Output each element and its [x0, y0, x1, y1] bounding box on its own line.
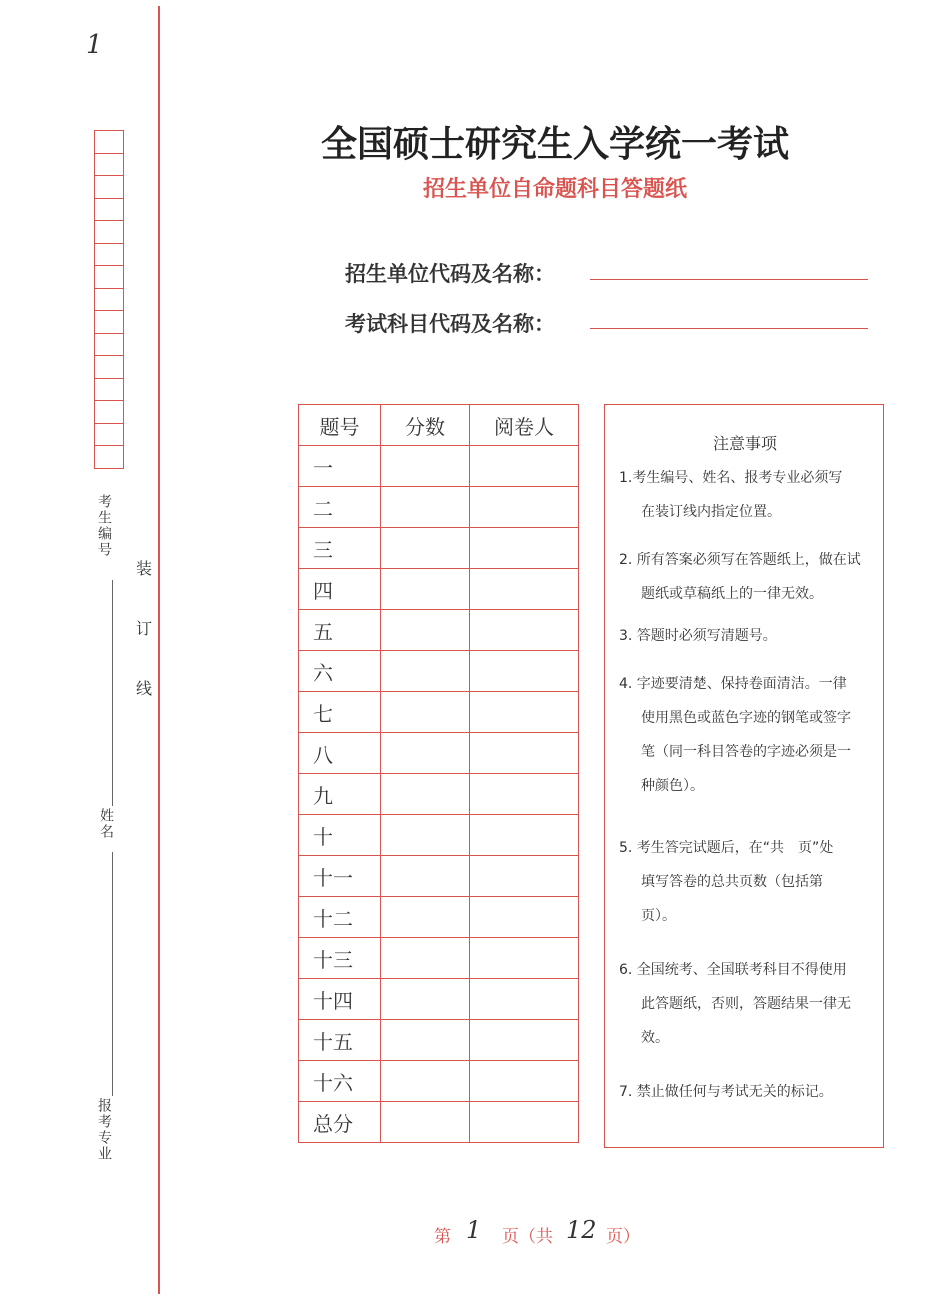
note-line: 5. 考生答完试题后，在“共 页”处: [619, 840, 834, 856]
table-row: [299, 528, 579, 569]
question-number: 八: [299, 733, 381, 774]
question-number: 十五: [299, 1020, 381, 1061]
grader-cell[interactable]: [470, 487, 579, 528]
notes-box: [604, 404, 884, 1148]
note-line: 页）。: [641, 908, 676, 924]
note-line: 效。: [641, 1030, 669, 1046]
digit-box[interactable]: [94, 355, 124, 378]
digit-box[interactable]: [94, 378, 124, 401]
table-row: [299, 897, 579, 938]
grader-cell[interactable]: [470, 1102, 579, 1143]
grader-cell[interactable]: [470, 897, 579, 938]
grader-cell[interactable]: [470, 938, 579, 979]
name-label: 姓名: [98, 808, 114, 840]
exam-number-label: 考生编号: [96, 494, 112, 558]
table-row: [299, 569, 579, 610]
question-number: 十三: [299, 938, 381, 979]
note-line: 填写答卷的总共页数（包括第: [641, 874, 823, 890]
grader-cell[interactable]: [470, 1020, 579, 1061]
note-item: [619, 667, 877, 803]
grader-cell[interactable]: [470, 569, 579, 610]
question-number: 十六: [299, 1061, 381, 1102]
digit-box[interactable]: [94, 288, 124, 311]
page-subtitle: 招生单位自命题科目答题纸: [422, 177, 687, 202]
score-cell[interactable]: [381, 569, 470, 610]
note-item: [619, 953, 877, 1055]
footer-page-number: 1: [466, 1216, 482, 1244]
score-cell[interactable]: [381, 528, 470, 569]
column-header: 题号: [299, 405, 381, 446]
notes-title: 注意事项: [712, 434, 777, 453]
digit-box[interactable]: [94, 445, 124, 469]
note-line: 6. 全国统考、全国联考科目不得使用: [619, 962, 847, 978]
question-number: 七: [299, 692, 381, 733]
grader-cell[interactable]: [470, 979, 579, 1020]
note-line: 题纸或草稿纸上的一律无效。: [641, 586, 823, 602]
question-number: 十: [299, 815, 381, 856]
grader-cell[interactable]: [470, 774, 579, 815]
digit-box[interactable]: [94, 220, 124, 243]
table-row: [299, 1061, 579, 1102]
table-row: [299, 815, 579, 856]
score-cell[interactable]: [381, 1061, 470, 1102]
footer-di: 第: [434, 1227, 451, 1247]
footer-total-pages: 12: [566, 1216, 597, 1244]
question-number: 五: [299, 610, 381, 651]
score-cell[interactable]: [381, 979, 470, 1020]
footer-ye-end: 页）: [606, 1227, 640, 1247]
note-line: 7. 禁止做任何与考试无关的标记。: [619, 1084, 833, 1100]
note-line: 3. 答题时必须写清题号。: [619, 628, 777, 644]
table-row: [299, 774, 579, 815]
total-label: 总分: [299, 1102, 381, 1143]
table-row: [299, 651, 579, 692]
note-item: [619, 543, 877, 611]
digit-box[interactable]: [94, 423, 124, 446]
note-line: 4. 字迹要清楚、保持卷面清洁。一律: [619, 676, 847, 692]
grader-cell[interactable]: [470, 1061, 579, 1102]
digit-box[interactable]: [94, 243, 124, 266]
note-line: 在装订线内指定位置。: [641, 504, 781, 520]
digit-box[interactable]: [94, 310, 124, 333]
institution-input-line[interactable]: [590, 279, 868, 280]
score-cell[interactable]: [381, 610, 470, 651]
question-number: 十一: [299, 856, 381, 897]
note-item: [619, 461, 877, 529]
note-line: 1.考生编号、姓名、报考专业必须写: [619, 470, 843, 486]
table-row: [299, 487, 579, 528]
score-cell[interactable]: [381, 733, 470, 774]
score-cell[interactable]: [381, 1020, 470, 1061]
page-title: 全国硕士研究生入学统一考试: [320, 124, 789, 165]
score-cell[interactable]: [381, 1102, 470, 1143]
note-line: 2. 所有答案必须写在答题纸上，做在试: [619, 552, 861, 568]
digit-box[interactable]: [94, 333, 124, 356]
binding-char: 装: [136, 559, 153, 578]
question-number: 一: [299, 446, 381, 487]
score-cell[interactable]: [381, 651, 470, 692]
binding-char: 线: [136, 679, 153, 698]
score-cell[interactable]: [381, 487, 470, 528]
note-item: [619, 831, 877, 933]
grader-cell[interactable]: [470, 733, 579, 774]
major-label: 报考专业: [96, 1098, 112, 1162]
table-row: [299, 856, 579, 897]
note-line: 此答题纸，否则，答题结果一律无: [641, 996, 851, 1012]
question-number: 三: [299, 528, 381, 569]
column-header: 阅卷人: [470, 405, 579, 446]
question-number: 二: [299, 487, 381, 528]
question-number: 四: [299, 569, 381, 610]
grader-cell[interactable]: [470, 528, 579, 569]
score-table: [298, 404, 579, 1143]
table-row: [299, 1102, 579, 1143]
footer-ye-gong: 页（共: [502, 1227, 553, 1247]
score-cell[interactable]: [381, 938, 470, 979]
subject-label: 考试科目代码及名称：: [345, 312, 555, 336]
digit-box[interactable]: [94, 265, 124, 288]
score-cell[interactable]: [381, 446, 470, 487]
note-line: 使用黑色或蓝色字迹的钢笔或签字: [641, 710, 851, 726]
grader-cell[interactable]: [470, 692, 579, 733]
column-header: 分数: [381, 405, 470, 446]
note-item: [619, 619, 877, 653]
table-row: [299, 979, 579, 1020]
question-number: 九: [299, 774, 381, 815]
exam-number-line: [112, 580, 113, 806]
table-header-row: [299, 405, 579, 446]
table-row: [299, 1020, 579, 1061]
grader-cell[interactable]: [470, 446, 579, 487]
note-line: 笔（同一科目答卷的字迹必须是一: [641, 744, 851, 760]
grader-cell[interactable]: [470, 610, 579, 651]
handwritten-page-mark: 1: [86, 30, 103, 60]
name-line: [112, 852, 113, 1096]
score-cell[interactable]: [381, 692, 470, 733]
score-cell[interactable]: [381, 815, 470, 856]
binding-char: 订: [136, 619, 153, 638]
table-row: [299, 610, 579, 651]
table-row: [299, 938, 579, 979]
score-cell[interactable]: [381, 774, 470, 815]
score-cell[interactable]: [381, 897, 470, 938]
note-line: 种颜色）。: [641, 778, 704, 794]
question-number: 六: [299, 651, 381, 692]
note-item: [619, 1075, 877, 1109]
subject-input-line[interactable]: [590, 328, 868, 329]
score-cell[interactable]: [381, 856, 470, 897]
table-row: [299, 446, 579, 487]
question-number: 十二: [299, 897, 381, 938]
grader-cell[interactable]: [470, 856, 579, 897]
grader-cell[interactable]: [470, 651, 579, 692]
question-number: 十四: [299, 979, 381, 1020]
table-row: [299, 733, 579, 774]
digit-box[interactable]: [94, 400, 124, 423]
institution-label: 招生单位代码及名称：: [345, 262, 555, 286]
table-row: [299, 692, 579, 733]
grader-cell[interactable]: [470, 815, 579, 856]
